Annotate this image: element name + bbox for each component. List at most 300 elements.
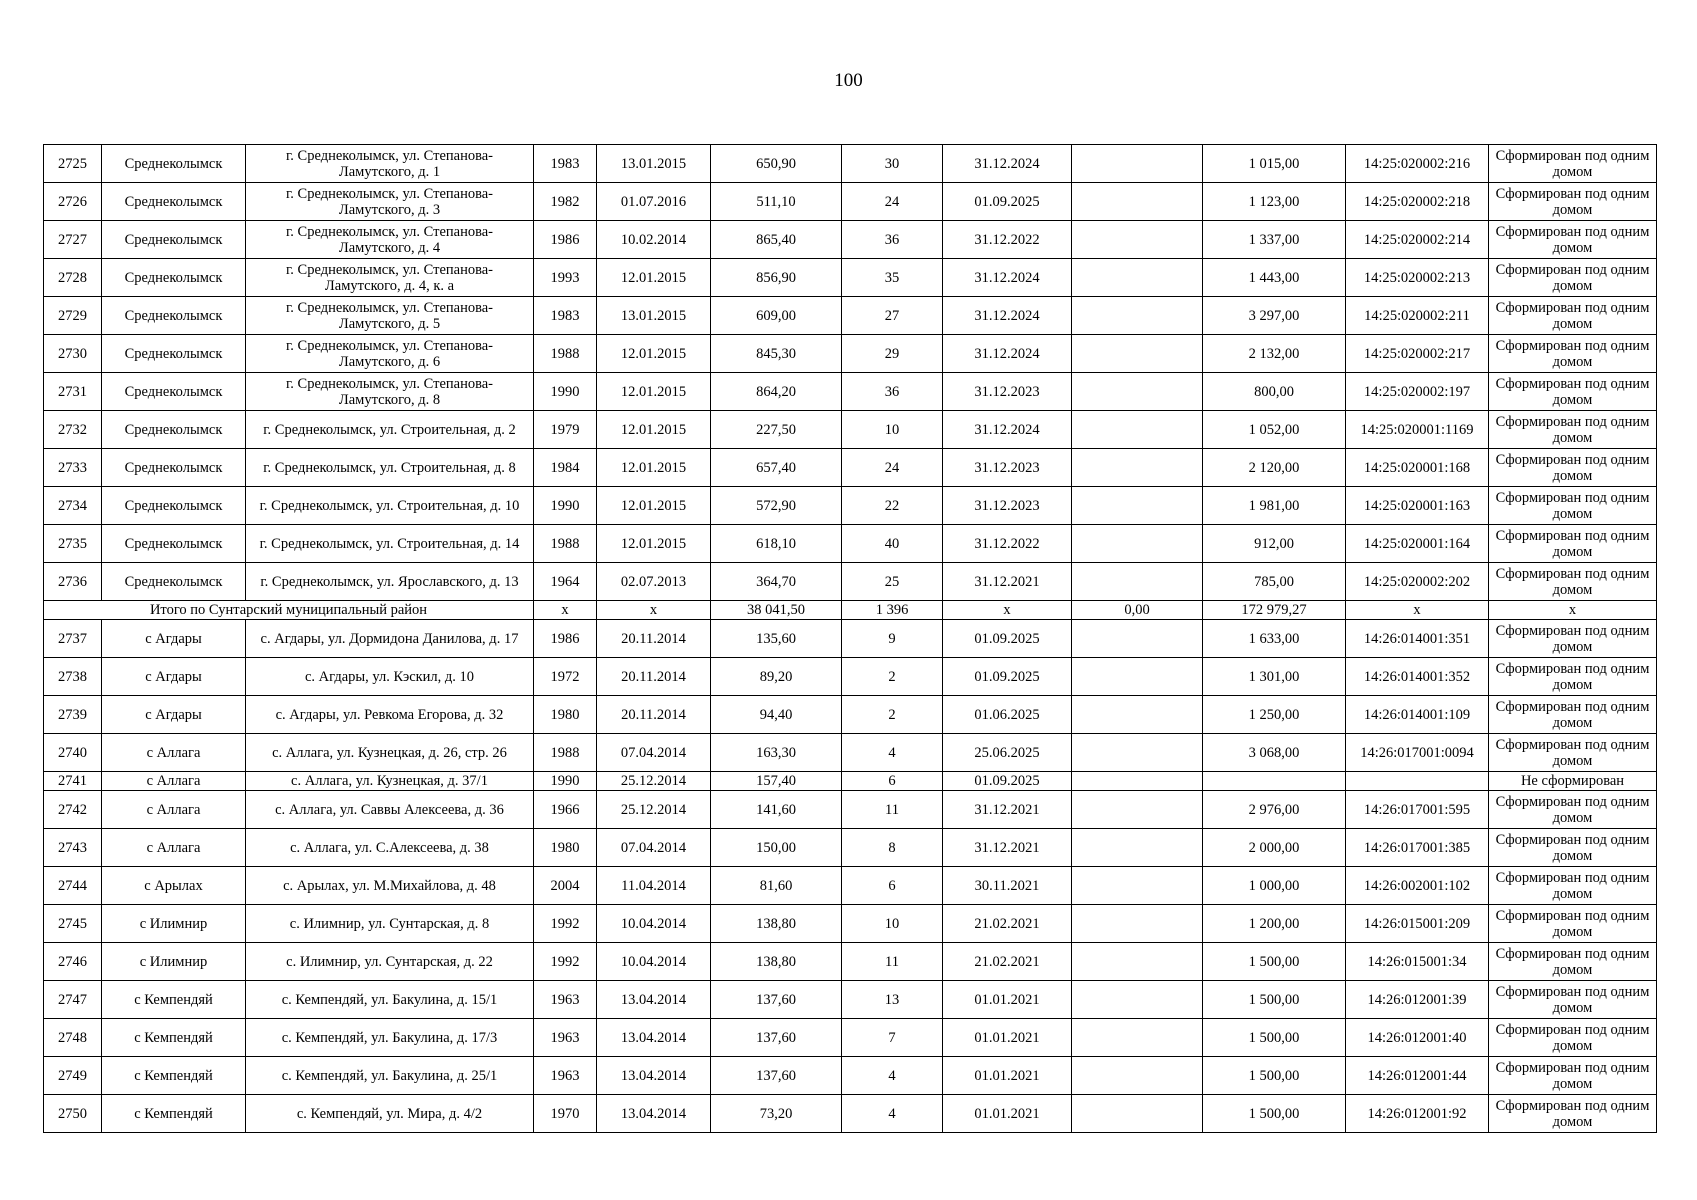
row-number: 2727: [44, 221, 102, 259]
planned-date-cell: 01.09.2025: [943, 620, 1072, 658]
planned-date-cell: 21.02.2021: [943, 943, 1072, 981]
extra-cell: [1072, 772, 1203, 791]
cost-cell: 1 123,00: [1203, 183, 1346, 221]
residents-cell: 2: [842, 658, 943, 696]
status-cell: Сформирован под одним домом: [1489, 981, 1657, 1019]
row-number: 2740: [44, 734, 102, 772]
date-cell: 12.01.2015: [597, 373, 711, 411]
residents-cell: 6: [842, 867, 943, 905]
cadastral-number-cell: 14:26:014001:351: [1346, 620, 1489, 658]
area-cell: 572,90: [711, 487, 842, 525]
planned-date-cell: 01.09.2025: [943, 658, 1072, 696]
cost-cell: 3 297,00: [1203, 297, 1346, 335]
area-cell: 845,30: [711, 335, 842, 373]
planned-date-cell: 01.01.2021: [943, 981, 1072, 1019]
settlement-cell: Среднеколымск: [102, 411, 246, 449]
date-cell: 12.01.2015: [597, 259, 711, 297]
cadastral-number-cell: 14:26:017001:595: [1346, 791, 1489, 829]
table-row: [44, 449, 1657, 487]
total-funds-cell: 0,00: [1072, 601, 1203, 620]
table-row: [44, 373, 1657, 411]
table-row: [44, 734, 1657, 772]
planned-date-cell: 31.12.2021: [943, 829, 1072, 867]
settlement-cell: с Агдары: [102, 620, 246, 658]
cadastral-number-cell: 14:25:020002:217: [1346, 335, 1489, 373]
settlement-cell: Среднеколымск: [102, 297, 246, 335]
address-cell: г. Среднеколымск, ул. Степанова-Ламутского, д. 4: [246, 221, 534, 259]
date-cell: 11.04.2014: [597, 867, 711, 905]
cost-cell: 1 052,00: [1203, 411, 1346, 449]
residents-cell: 8: [842, 829, 943, 867]
extra-cell: [1072, 829, 1203, 867]
year-cell: 1979: [534, 411, 597, 449]
cost-cell: 1 443,00: [1203, 259, 1346, 297]
extra-cell: [1072, 449, 1203, 487]
date-cell: 25.12.2014: [597, 772, 711, 791]
extra-cell: [1072, 373, 1203, 411]
row-number: 2742: [44, 791, 102, 829]
total-residents-cell: 1 396: [842, 601, 943, 620]
year-cell: 1988: [534, 335, 597, 373]
extra-cell: [1072, 411, 1203, 449]
planned-date-cell: 31.12.2024: [943, 411, 1072, 449]
residents-cell: 36: [842, 373, 943, 411]
status-cell: Сформирован под одним домом: [1489, 905, 1657, 943]
table-row: [44, 772, 1657, 791]
extra-cell: [1072, 867, 1203, 905]
page-number: 100: [834, 70, 863, 91]
row-number: 2731: [44, 373, 102, 411]
row-number: 2739: [44, 696, 102, 734]
cost-cell: 2 120,00: [1203, 449, 1346, 487]
table-row: [44, 943, 1657, 981]
planned-date-cell: 31.12.2023: [943, 487, 1072, 525]
residents-cell: 24: [842, 449, 943, 487]
table-row: [44, 620, 1657, 658]
total-status-cell: x: [1489, 601, 1657, 620]
residents-cell: 25: [842, 563, 943, 601]
total-cadastral-cell: x: [1346, 601, 1489, 620]
cadastral-number-cell: 14:25:020002:218: [1346, 183, 1489, 221]
cost-cell: 2 132,00: [1203, 335, 1346, 373]
cost-cell: 1 500,00: [1203, 1019, 1346, 1057]
row-number: 2750: [44, 1095, 102, 1133]
row-number: 2746: [44, 943, 102, 981]
area-cell: 137,60: [711, 981, 842, 1019]
table-row: [44, 221, 1657, 259]
status-cell: Сформирован под одним домом: [1489, 829, 1657, 867]
settlement-cell: с Илимнир: [102, 943, 246, 981]
table-row: [44, 525, 1657, 563]
date-cell: 10.04.2014: [597, 905, 711, 943]
area-cell: 618,10: [711, 525, 842, 563]
area-cell: 138,80: [711, 943, 842, 981]
year-cell: 1990: [534, 487, 597, 525]
cadastral-number-cell: 14:25:020001:1169: [1346, 411, 1489, 449]
cadastral-number-cell: 14:26:014001:109: [1346, 696, 1489, 734]
address-cell: с. Аллага, ул. Кузнецкая, д. 37/1: [246, 772, 534, 791]
year-cell: 1984: [534, 449, 597, 487]
settlement-cell: Среднеколымск: [102, 259, 246, 297]
address-cell: г. Среднеколымск, ул. Степанова-Ламутского, д. 6: [246, 335, 534, 373]
planned-date-cell: 31.12.2024: [943, 335, 1072, 373]
address-cell: с. Агдары, ул. Кэскил, д. 10: [246, 658, 534, 696]
area-cell: 135,60: [711, 620, 842, 658]
total-planned-date-cell: x: [943, 601, 1072, 620]
address-cell: г. Среднеколымск, ул. Ярославского, д. 13: [246, 563, 534, 601]
residents-cell: 24: [842, 183, 943, 221]
year-cell: 1980: [534, 696, 597, 734]
settlement-cell: Среднеколымск: [102, 145, 246, 183]
row-number: 2726: [44, 183, 102, 221]
cadastral-number-cell: 14:26:014001:352: [1346, 658, 1489, 696]
address-cell: с. Аллага, ул. Кузнецкая, д. 26, стр. 26: [246, 734, 534, 772]
residents-cell: 4: [842, 734, 943, 772]
area-cell: 138,80: [711, 905, 842, 943]
row-number: 2737: [44, 620, 102, 658]
table-row: [44, 145, 1657, 183]
planned-date-cell: 31.12.2023: [943, 449, 1072, 487]
cadastral-number-cell: 14:26:012001:44: [1346, 1057, 1489, 1095]
cost-cell: 1 301,00: [1203, 658, 1346, 696]
extra-cell: [1072, 734, 1203, 772]
residents-cell: 10: [842, 411, 943, 449]
extra-cell: [1072, 696, 1203, 734]
date-cell: 10.04.2014: [597, 943, 711, 981]
address-cell: с. Илимнир, ул. Сунтарская, д. 8: [246, 905, 534, 943]
settlement-cell: с Аллага: [102, 829, 246, 867]
address-cell: г. Среднеколымск, ул. Степанова-Ламутского, д. 3: [246, 183, 534, 221]
address-cell: г. Среднеколымск, ул. Строительная, д. 10: [246, 487, 534, 525]
year-cell: 1980: [534, 829, 597, 867]
year-cell: 1986: [534, 221, 597, 259]
row-number: 2729: [44, 297, 102, 335]
status-cell: Сформирован под одним домом: [1489, 525, 1657, 563]
status-cell: Сформирован под одним домом: [1489, 563, 1657, 601]
year-cell: 1964: [534, 563, 597, 601]
date-cell: 02.07.2013: [597, 563, 711, 601]
address-cell: с. Кемпендяй, ул. Мира, д. 4/2: [246, 1095, 534, 1133]
cost-cell: 1 500,00: [1203, 1057, 1346, 1095]
row-number: 2732: [44, 411, 102, 449]
row-number: 2747: [44, 981, 102, 1019]
area-cell: 73,20: [711, 1095, 842, 1133]
row-number: 2728: [44, 259, 102, 297]
address-cell: г. Среднеколымск, ул. Строительная, д. 2: [246, 411, 534, 449]
area-cell: 511,10: [711, 183, 842, 221]
planned-date-cell: 31.12.2024: [943, 259, 1072, 297]
cost-cell: 1 000,00: [1203, 867, 1346, 905]
year-cell: 1966: [534, 791, 597, 829]
row-number: 2725: [44, 145, 102, 183]
year-cell: 1970: [534, 1095, 597, 1133]
extra-cell: [1072, 981, 1203, 1019]
planned-date-cell: 31.12.2021: [943, 791, 1072, 829]
row-number: 2738: [44, 658, 102, 696]
total-year-cell: x: [534, 601, 597, 620]
cadastral-number-cell: 14:26:012001:39: [1346, 981, 1489, 1019]
total-date-cell: x: [597, 601, 711, 620]
cost-cell: 1 015,00: [1203, 145, 1346, 183]
extra-cell: [1072, 1019, 1203, 1057]
residents-cell: 7: [842, 1019, 943, 1057]
residents-cell: 11: [842, 791, 943, 829]
extra-cell: [1072, 1095, 1203, 1133]
status-cell: Сформирован под одним домом: [1489, 1057, 1657, 1095]
date-cell: 20.11.2014: [597, 658, 711, 696]
table-body: [44, 145, 1657, 1133]
area-cell: 609,00: [711, 297, 842, 335]
table-row: [44, 905, 1657, 943]
area-cell: 856,90: [711, 259, 842, 297]
date-cell: 12.01.2015: [597, 335, 711, 373]
row-number: 2730: [44, 335, 102, 373]
area-cell: 864,20: [711, 373, 842, 411]
cadastral-number-cell: [1346, 772, 1489, 791]
residents-cell: 40: [842, 525, 943, 563]
cadastral-number-cell: 14:26:012001:92: [1346, 1095, 1489, 1133]
table-row: [44, 867, 1657, 905]
area-cell: 150,00: [711, 829, 842, 867]
extra-cell: [1072, 487, 1203, 525]
area-cell: 657,40: [711, 449, 842, 487]
cost-cell: 785,00: [1203, 563, 1346, 601]
residents-cell: 11: [842, 943, 943, 981]
planned-date-cell: 25.06.2025: [943, 734, 1072, 772]
area-cell: 163,30: [711, 734, 842, 772]
table-row: [44, 487, 1657, 525]
address-cell: с. Кемпендяй, ул. Бакулина, д. 17/3: [246, 1019, 534, 1057]
date-cell: 12.01.2015: [597, 411, 711, 449]
cadastral-number-cell: 14:25:020002:216: [1346, 145, 1489, 183]
cost-cell: 1 500,00: [1203, 1095, 1346, 1133]
cadastral-number-cell: 14:26:015001:209: [1346, 905, 1489, 943]
cadastral-number-cell: 14:25:020001:168: [1346, 449, 1489, 487]
cost-cell: 2 000,00: [1203, 829, 1346, 867]
status-cell: Сформирован под одним домом: [1489, 221, 1657, 259]
planned-date-cell: 01.09.2025: [943, 772, 1072, 791]
settlement-cell: Среднеколымск: [102, 373, 246, 411]
residents-cell: 35: [842, 259, 943, 297]
settlement-cell: с Аллага: [102, 772, 246, 791]
settlement-cell: Среднеколымск: [102, 183, 246, 221]
residents-cell: 27: [842, 297, 943, 335]
settlement-cell: Среднеколымск: [102, 449, 246, 487]
address-cell: г. Среднеколымск, ул. Строительная, д. 8: [246, 449, 534, 487]
status-cell: Сформирован под одним домом: [1489, 297, 1657, 335]
cadastral-number-cell: 14:25:020002:211: [1346, 297, 1489, 335]
residents-cell: 29: [842, 335, 943, 373]
cost-cell: 1 981,00: [1203, 487, 1346, 525]
residents-cell: 6: [842, 772, 943, 791]
table-row: [44, 297, 1657, 335]
address-cell: г. Среднеколымск, ул. Строительная, д. 14: [246, 525, 534, 563]
planned-date-cell: 01.01.2021: [943, 1019, 1072, 1057]
date-cell: 07.04.2014: [597, 734, 711, 772]
status-cell: Не сформирован: [1489, 772, 1657, 791]
status-cell: Сформирован под одним домом: [1489, 487, 1657, 525]
settlement-cell: с Илимнир: [102, 905, 246, 943]
residents-cell: 4: [842, 1095, 943, 1133]
settlement-cell: с Агдары: [102, 658, 246, 696]
year-cell: 1963: [534, 1019, 597, 1057]
table-row: [44, 791, 1657, 829]
date-cell: 13.01.2015: [597, 297, 711, 335]
cost-cell: 2 976,00: [1203, 791, 1346, 829]
year-cell: 1988: [534, 525, 597, 563]
total-label: Итого по Сунтарский муниципальный район: [44, 601, 534, 620]
settlement-cell: с Аллага: [102, 791, 246, 829]
status-cell: Сформирован под одним домом: [1489, 658, 1657, 696]
row-number: 2733: [44, 449, 102, 487]
residents-cell: 4: [842, 1057, 943, 1095]
date-cell: 12.01.2015: [597, 449, 711, 487]
address-cell: с. Аллага, ул. Саввы Алексеева, д. 36: [246, 791, 534, 829]
address-cell: г. Среднеколымск, ул. Степанова-Ламутского, д. 8: [246, 373, 534, 411]
extra-cell: [1072, 145, 1203, 183]
settlement-cell: с Кемпендяй: [102, 1019, 246, 1057]
cost-cell: 1 200,00: [1203, 905, 1346, 943]
row-number: 2743: [44, 829, 102, 867]
year-cell: 1963: [534, 1057, 597, 1095]
settlement-cell: с Кемпендяй: [102, 1095, 246, 1133]
date-cell: 10.02.2014: [597, 221, 711, 259]
row-number: 2736: [44, 563, 102, 601]
table-row: [44, 335, 1657, 373]
address-cell: г. Среднеколымск, ул. Степанова-Ламутского, д. 4, к. а: [246, 259, 534, 297]
planned-date-cell: 31.12.2024: [943, 297, 1072, 335]
settlement-cell: с Агдары: [102, 696, 246, 734]
cadastral-number-cell: 14:25:020001:163: [1346, 487, 1489, 525]
extra-cell: [1072, 1057, 1203, 1095]
row-number: 2748: [44, 1019, 102, 1057]
row-number: 2745: [44, 905, 102, 943]
extra-cell: [1072, 905, 1203, 943]
address-cell: с. Аллага, ул. С.Алексеева, д. 38: [246, 829, 534, 867]
status-cell: Сформирован под одним домом: [1489, 867, 1657, 905]
status-cell: Сформирован под одним домом: [1489, 259, 1657, 297]
year-cell: 1990: [534, 373, 597, 411]
area-cell: 94,40: [711, 696, 842, 734]
total-area-cell: 38 041,50: [711, 601, 842, 620]
area-cell: 650,90: [711, 145, 842, 183]
year-cell: 1986: [534, 620, 597, 658]
status-cell: Сформирован под одним домом: [1489, 145, 1657, 183]
area-cell: 137,60: [711, 1057, 842, 1095]
date-cell: 13.04.2014: [597, 1095, 711, 1133]
housing-registry-table: [43, 144, 1657, 1133]
status-cell: Сформирован под одним домом: [1489, 335, 1657, 373]
address-cell: с. Кемпендяй, ул. Бакулина, д. 25/1: [246, 1057, 534, 1095]
address-cell: г. Среднеколымск, ул. Степанова-Ламутского, д. 1: [246, 145, 534, 183]
table-row: [44, 1019, 1657, 1057]
cadastral-number-cell: 14:26:017001:0094: [1346, 734, 1489, 772]
cadastral-number-cell: 14:26:015001:34: [1346, 943, 1489, 981]
date-cell: 07.04.2014: [597, 829, 711, 867]
extra-cell: [1072, 620, 1203, 658]
year-cell: 1993: [534, 259, 597, 297]
date-cell: 01.07.2016: [597, 183, 711, 221]
year-cell: 1992: [534, 943, 597, 981]
status-cell: Сформирован под одним домом: [1489, 449, 1657, 487]
address-cell: с. Арылах, ул. М.Михайлова, д. 48: [246, 867, 534, 905]
cadastral-number-cell: 14:26:002001:102: [1346, 867, 1489, 905]
table-row: [44, 259, 1657, 297]
cost-cell: 1 500,00: [1203, 981, 1346, 1019]
residents-cell: 22: [842, 487, 943, 525]
planned-date-cell: 01.01.2021: [943, 1057, 1072, 1095]
date-cell: 25.12.2014: [597, 791, 711, 829]
cost-cell: 3 068,00: [1203, 734, 1346, 772]
extra-cell: [1072, 259, 1203, 297]
table-row: [44, 829, 1657, 867]
status-cell: Сформирован под одним домом: [1489, 943, 1657, 981]
address-cell: с. Кемпендяй, ул. Бакулина, д. 15/1: [246, 981, 534, 1019]
cost-cell: 1 337,00: [1203, 221, 1346, 259]
area-cell: 157,40: [711, 772, 842, 791]
cost-cell: [1203, 772, 1346, 791]
extra-cell: [1072, 943, 1203, 981]
total-cost-cell: 172 979,27: [1203, 601, 1346, 620]
table-row: [44, 1057, 1657, 1095]
address-cell: с. Агдары, ул. Ревкома Егорова, д. 32: [246, 696, 534, 734]
year-cell: 1972: [534, 658, 597, 696]
area-cell: 227,50: [711, 411, 842, 449]
settlement-cell: с Аллага: [102, 734, 246, 772]
cadastral-number-cell: 14:25:020002:202: [1346, 563, 1489, 601]
table-row: [44, 658, 1657, 696]
residents-cell: 30: [842, 145, 943, 183]
area-cell: 865,40: [711, 221, 842, 259]
date-cell: 12.01.2015: [597, 525, 711, 563]
planned-date-cell: 31.12.2022: [943, 221, 1072, 259]
cadastral-number-cell: 14:25:020001:164: [1346, 525, 1489, 563]
settlement-cell: с Кемпендяй: [102, 1057, 246, 1095]
area-cell: 89,20: [711, 658, 842, 696]
cost-cell: 800,00: [1203, 373, 1346, 411]
table-row: [44, 696, 1657, 734]
table-row: [44, 183, 1657, 221]
planned-date-cell: 01.06.2025: [943, 696, 1072, 734]
date-cell: 13.04.2014: [597, 1057, 711, 1095]
year-cell: 1982: [534, 183, 597, 221]
extra-cell: [1072, 335, 1203, 373]
area-cell: 141,60: [711, 791, 842, 829]
settlement-cell: Среднеколымск: [102, 525, 246, 563]
settlement-cell: Среднеколымск: [102, 221, 246, 259]
status-cell: Сформирован под одним домом: [1489, 696, 1657, 734]
year-cell: 1983: [534, 145, 597, 183]
table-row: [44, 563, 1657, 601]
date-cell: 13.01.2015: [597, 145, 711, 183]
status-cell: Сформирован под одним домом: [1489, 734, 1657, 772]
extra-cell: [1072, 791, 1203, 829]
cadastral-number-cell: 14:26:012001:40: [1346, 1019, 1489, 1057]
date-cell: 12.01.2015: [597, 487, 711, 525]
row-number: 2734: [44, 487, 102, 525]
extra-cell: [1072, 221, 1203, 259]
settlement-cell: с Кемпендяй: [102, 981, 246, 1019]
cadastral-number-cell: 14:25:020002:197: [1346, 373, 1489, 411]
extra-cell: [1072, 297, 1203, 335]
year-cell: 1963: [534, 981, 597, 1019]
planned-date-cell: 31.12.2023: [943, 373, 1072, 411]
extra-cell: [1072, 183, 1203, 221]
residents-cell: 13: [842, 981, 943, 1019]
cost-cell: 1 633,00: [1203, 620, 1346, 658]
planned-date-cell: 30.11.2021: [943, 867, 1072, 905]
extra-cell: [1072, 658, 1203, 696]
